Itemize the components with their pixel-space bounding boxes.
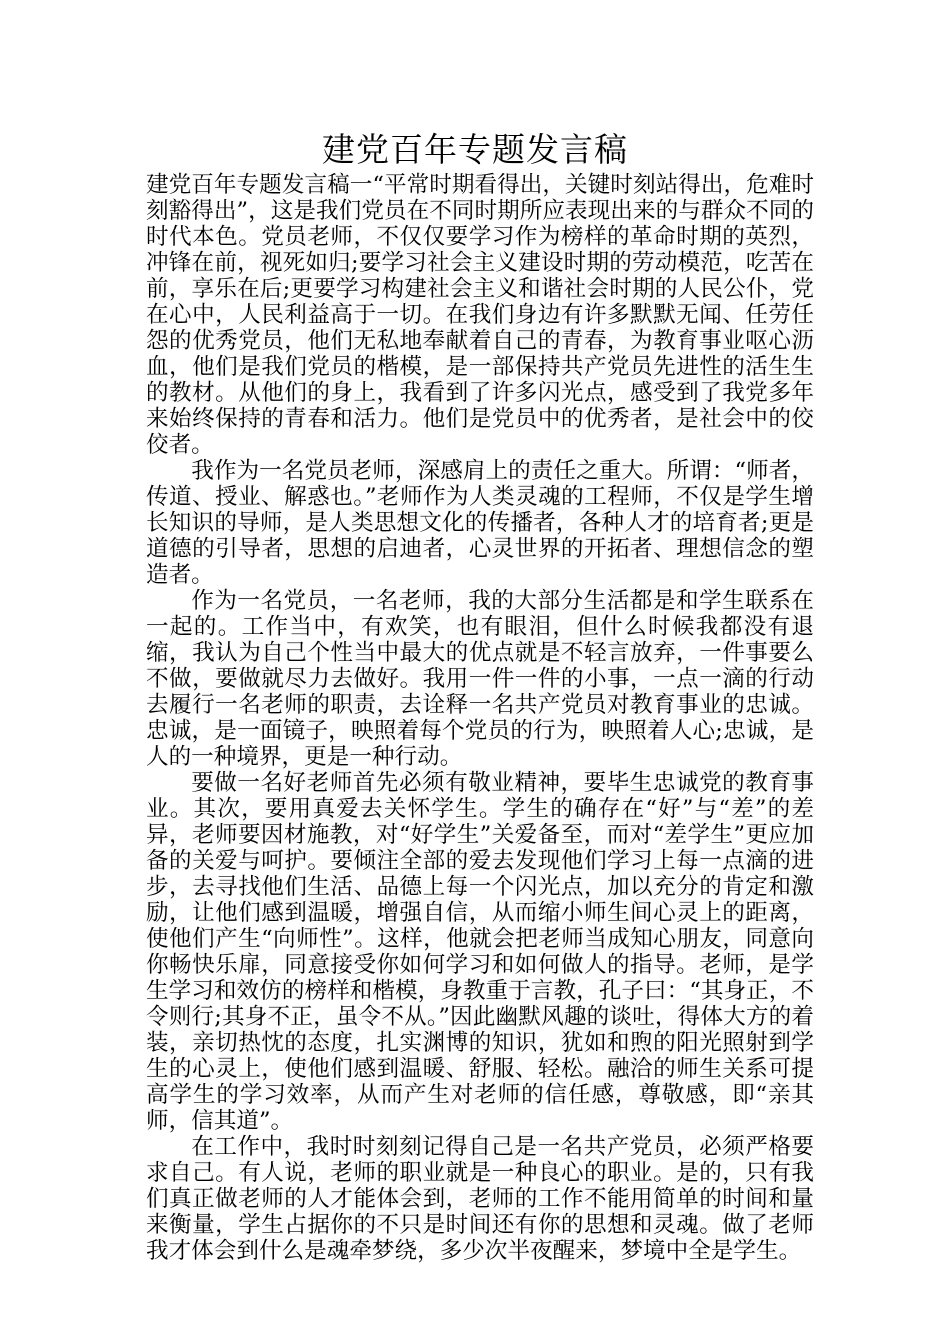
paragraph-1: 建党百年专题发言稿一“平常时期看得出，关键时刻站得出，危难时刻豁得出”，这是我们党员在不同时期所应表现出来的与群众不同的时代本色。党员老师，不仅仅要学习作为榜样的革命时期的英烈，冲锋在前，视死如归;要学习社会主义建设时期的劳动模范，吃苦在前，享乐在后;更要学习构建社会主义和谐社会时期的人民公仆，党在心中，人民利益高于一切。在我们身边有许多默默无闻、任劳任怨的优秀党员，他们无私地奉献着自己的青春，为教育事业呕心沥血，他们是我们党员的楷模，是一部保持共产党员先进性的活生生的教材。从他们的身上，我看到了许多闪光点，感受到了我党多年来始终保持的青春和活力。他们是党员中的优秀者，是社会中的佼佼者。	[146, 172, 814, 458]
paragraph-4: 要做一名好老师首先必须有敬业精神，要毕生忠诚党的教育事业。其次，要用真爱去关怀学生。学生的确存在“好”与“差”的差异，老师要因材施教，对“好学生”关爱备至，而对“差学生”更应加备的关爱与呵护。要倾注全部的爱去发现他们学习上每一点滴的进步，去寻找他们生活、品德上每一个闪光点，加以充分的肯定和激励，让他们感到温暖，增强自信，从而缩小师生间心灵上的距离，使他们产生“向师性”。这样，他就会把老师当成知心朋友，同意向你畅快乐扉，同意接受你如何学习和如何做人的指导。老师，是学生学习和效仿的榜样和楷模，身教重于言教，孔子曰：“其身正，不令则行;其身不正，虽令不从。”因此幽默风趣的谈吐，得体大方的着装，亲切热忱的态度，扎实渊博的知识，犹如和煦的阳光照射到学生的心灵上，使他们感到温暖、舒服、轻松。融洽的师生关系可提高学生的学习效率，从而产生对老师的信任感，尊敬感，即“亲其师，信其道”。	[146, 770, 814, 1134]
paragraph-3: 作为一名党员，一名老师，我的大部分生活都是和学生联系在一起的。工作当中，有欢笑，也有眼泪，但什么时候我都没有退缩，我认为自己个性当中最大的优点就是不轻言放弃，一件事要么不做，要做就尽力去做好。我用一件一件的小事，一点一滴的行动去履行一名老师的职责，去诠释一名共产党员对教育事业的忠诚。忠诚，是一面镜子，映照着每个党员的行为，映照着人心;忠诚，是人的一种境界，更是一种行动。	[146, 588, 814, 770]
document-title: 建党百年专题发言稿	[322, 130, 628, 169]
paragraph-5: 在工作中，我时时刻刻记得自己是一名共产党员，必须严格要求自己。有人说，老师的职业就是一种良心的职业。是的，只有我们真正做老师的人才能体会到，老师的工作不能用简单的时间和量来衡量，学生占据你的不只是时间还有你的思想和灵魂。做了老师我才体会到什么是魂牵梦绕，多少次半夜醒来，梦境中全是学生。	[146, 1134, 814, 1264]
paragraph-2: 我作为一名党员老师，深感肩上的责任之重大。所谓：“师者，传道、授业、解惑也。”老师作为人类灵魂的工程师，不仅是学生增长知识的导师，是人类思想文化的传播者，各种人才的培育者;更是道德的引导者，思想的启迪者，心灵世界的开拓者、理想信念的塑造者。	[146, 458, 814, 588]
document-body	[146, 172, 814, 1264]
